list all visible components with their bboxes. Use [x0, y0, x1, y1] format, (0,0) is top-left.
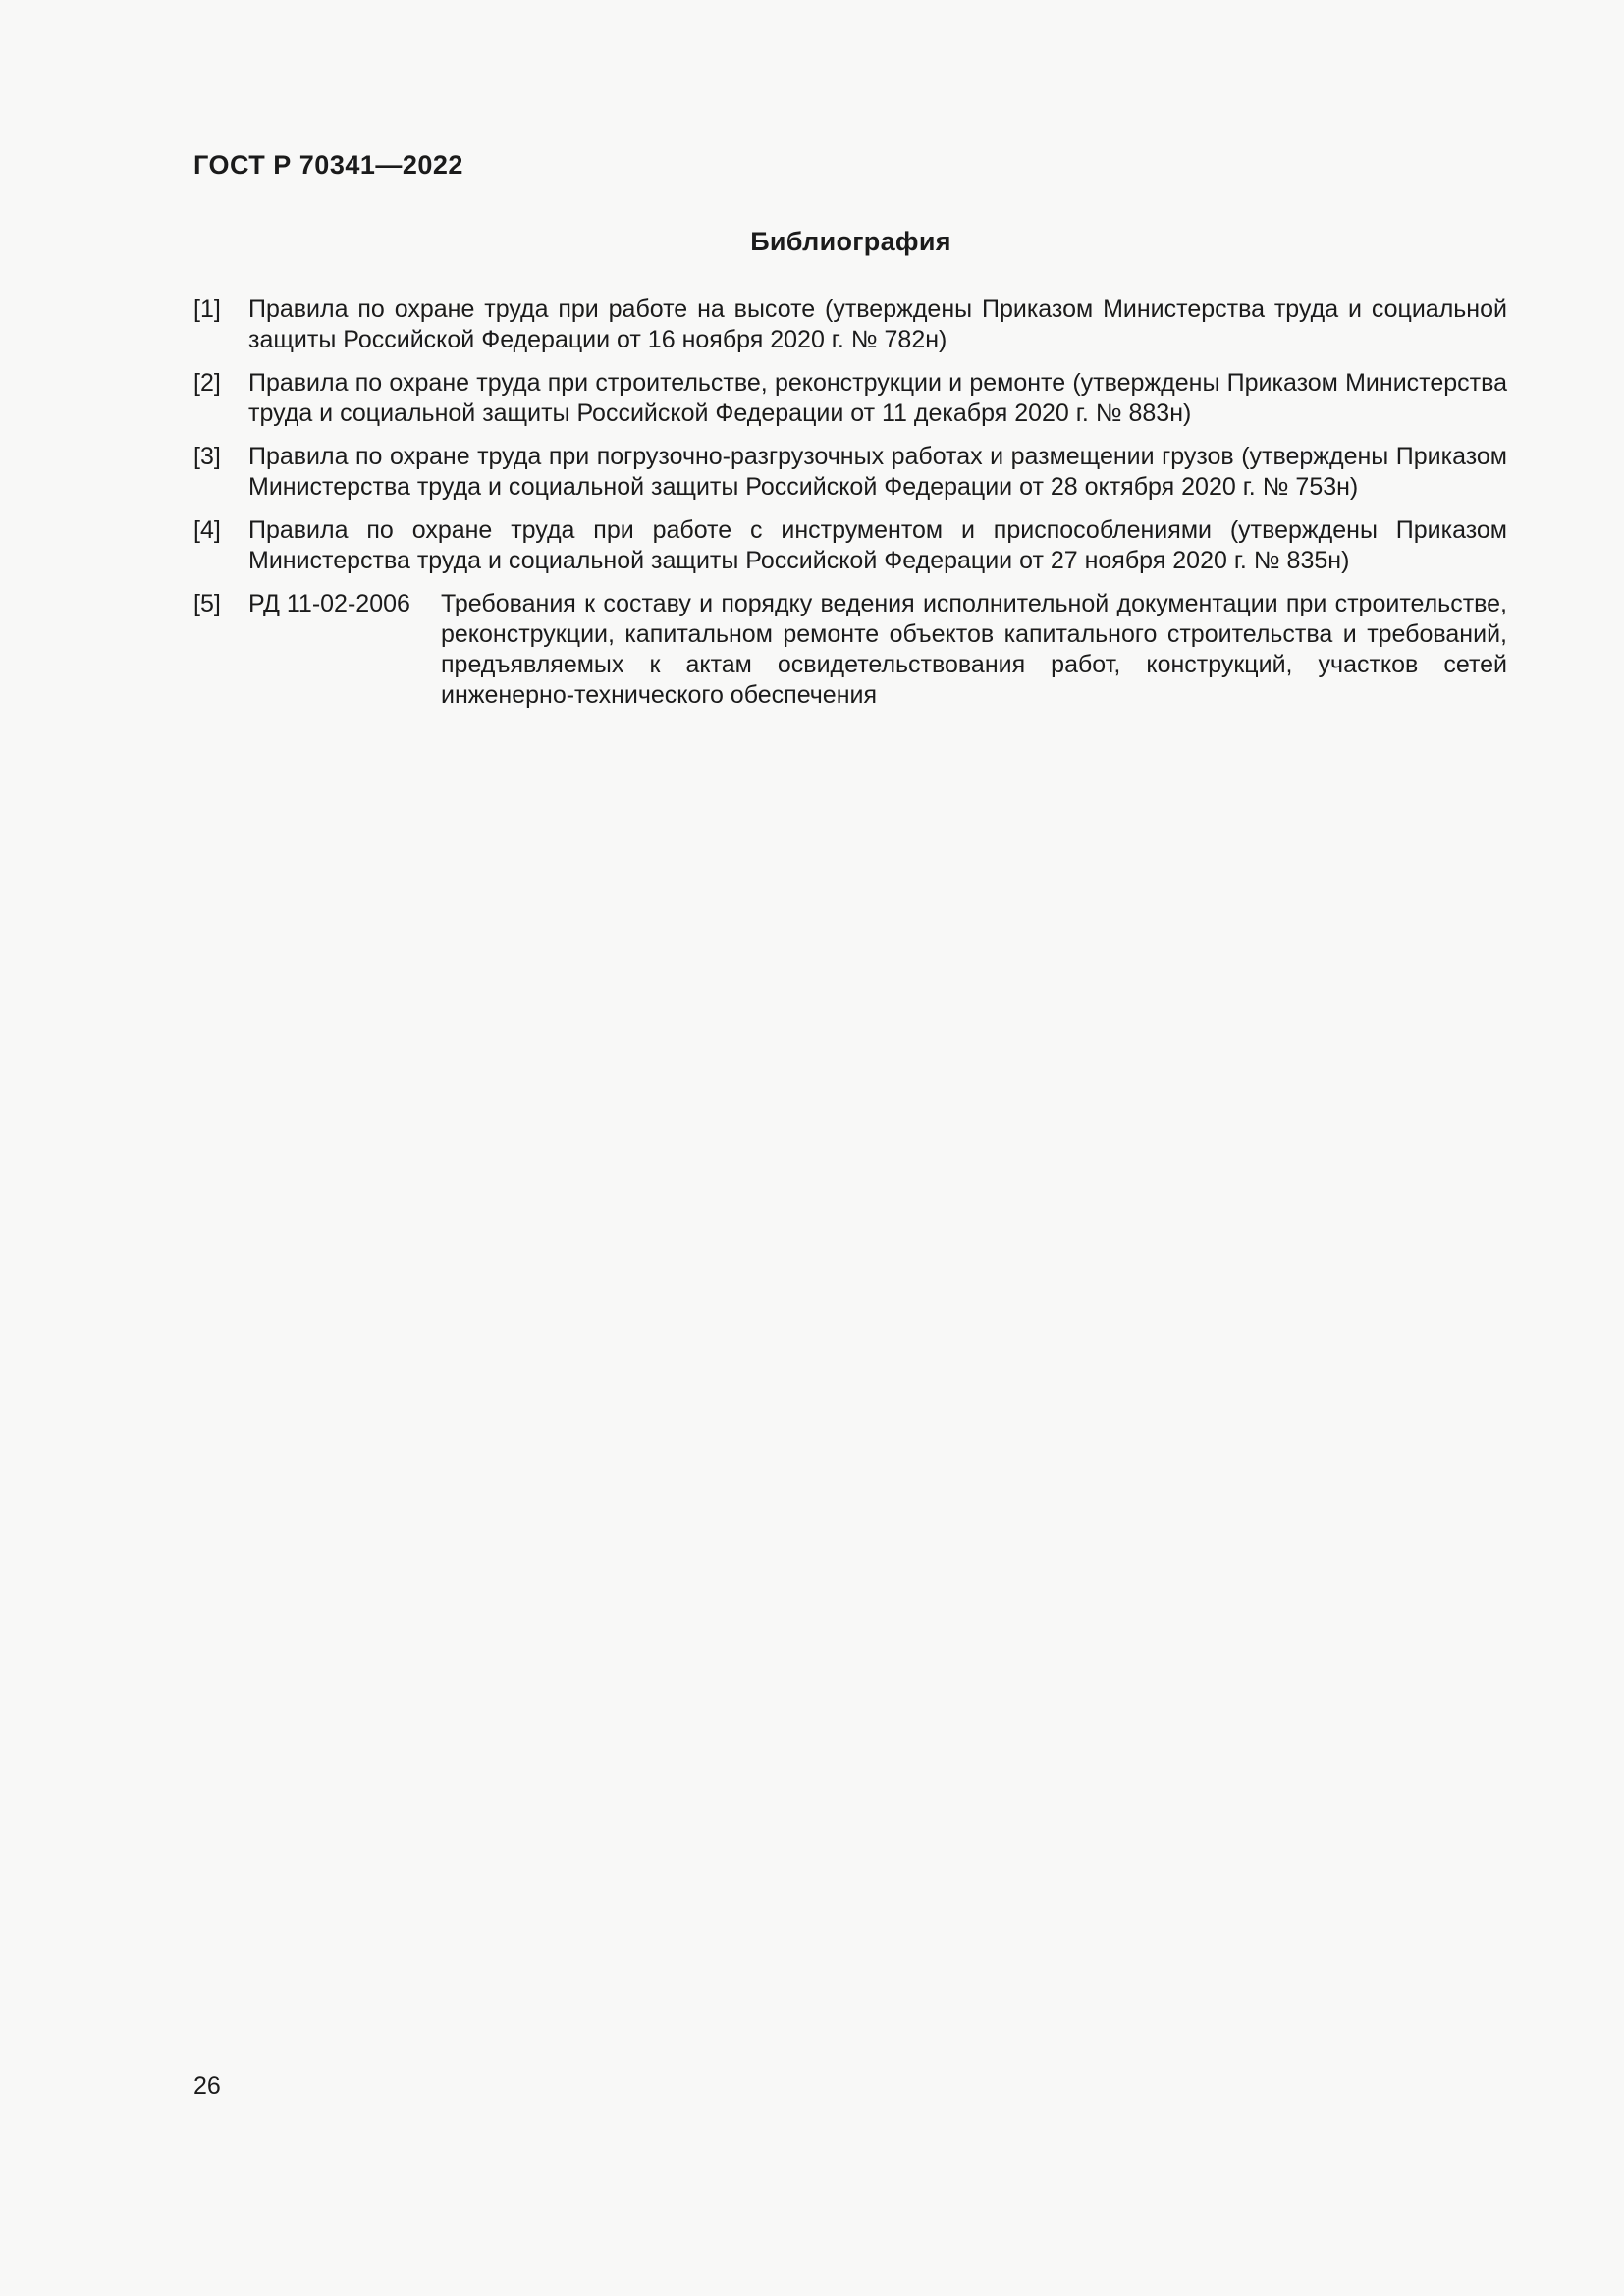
page-number: 26 [193, 2072, 221, 2100]
section-title: Библиография [750, 227, 951, 256]
bibliography-item-1 [193, 294, 1507, 355]
bibliography-item-text: Требования к составу и порядку ведения исполнительной документации при строительстве, реконструкции, капитальном ремонте объектов капитального строительства и требований, предъявляемых к актам освидетельствования работ, конструкций, участков сетей инженерно-технического обеспечения [441, 590, 1507, 709]
bibliography-item-code: РД 11-02-2006 [248, 590, 410, 617]
bibliography-item-text: Правила по охране труда при работе на высоте (утверждены Приказом Министерства труда и социальной защиты Российской Федерации от 16 ноября 2020 г. № 782н) [248, 295, 1507, 353]
bibliography-item-text: Правила по охране труда при работе с инструментом и приспособлениями (утверждены Приказом Министерства труда и социальной защиты Российской Федерации от 27 ноября 2020 г. № 835н) [248, 516, 1507, 574]
bibliography-item-4 [193, 515, 1507, 576]
bibliography-item-5 [193, 589, 1507, 711]
document-header: ГОСТ Р 70341—2022 [193, 150, 463, 180]
bibliography-item-number: [5] [193, 590, 221, 617]
bibliography-item-2 [193, 368, 1507, 429]
bibliography-item-text: Правила по охране труда при погрузочно-разгрузочных работах и размещении грузов (утверждены Приказом Министерства труда и социальной защиты Российской Федерации от 28 октября 2020 г. № 753н) [248, 443, 1507, 501]
bibliography-item-number: [3] [193, 443, 221, 470]
bibliography-item-number: [1] [193, 295, 221, 323]
bibliography-item-number: [2] [193, 369, 221, 397]
bibliography-item-3 [193, 442, 1507, 503]
bibliography-list [193, 294, 1507, 723]
bibliography-item-number: [4] [193, 516, 221, 544]
bibliography-item-text: Правила по охране труда при строительстве, реконструкции и ремонте (утверждены Приказом Министерства труда и социальной защиты Российской Федерации от 11 декабря 2020 г. № 883н) [248, 369, 1507, 427]
